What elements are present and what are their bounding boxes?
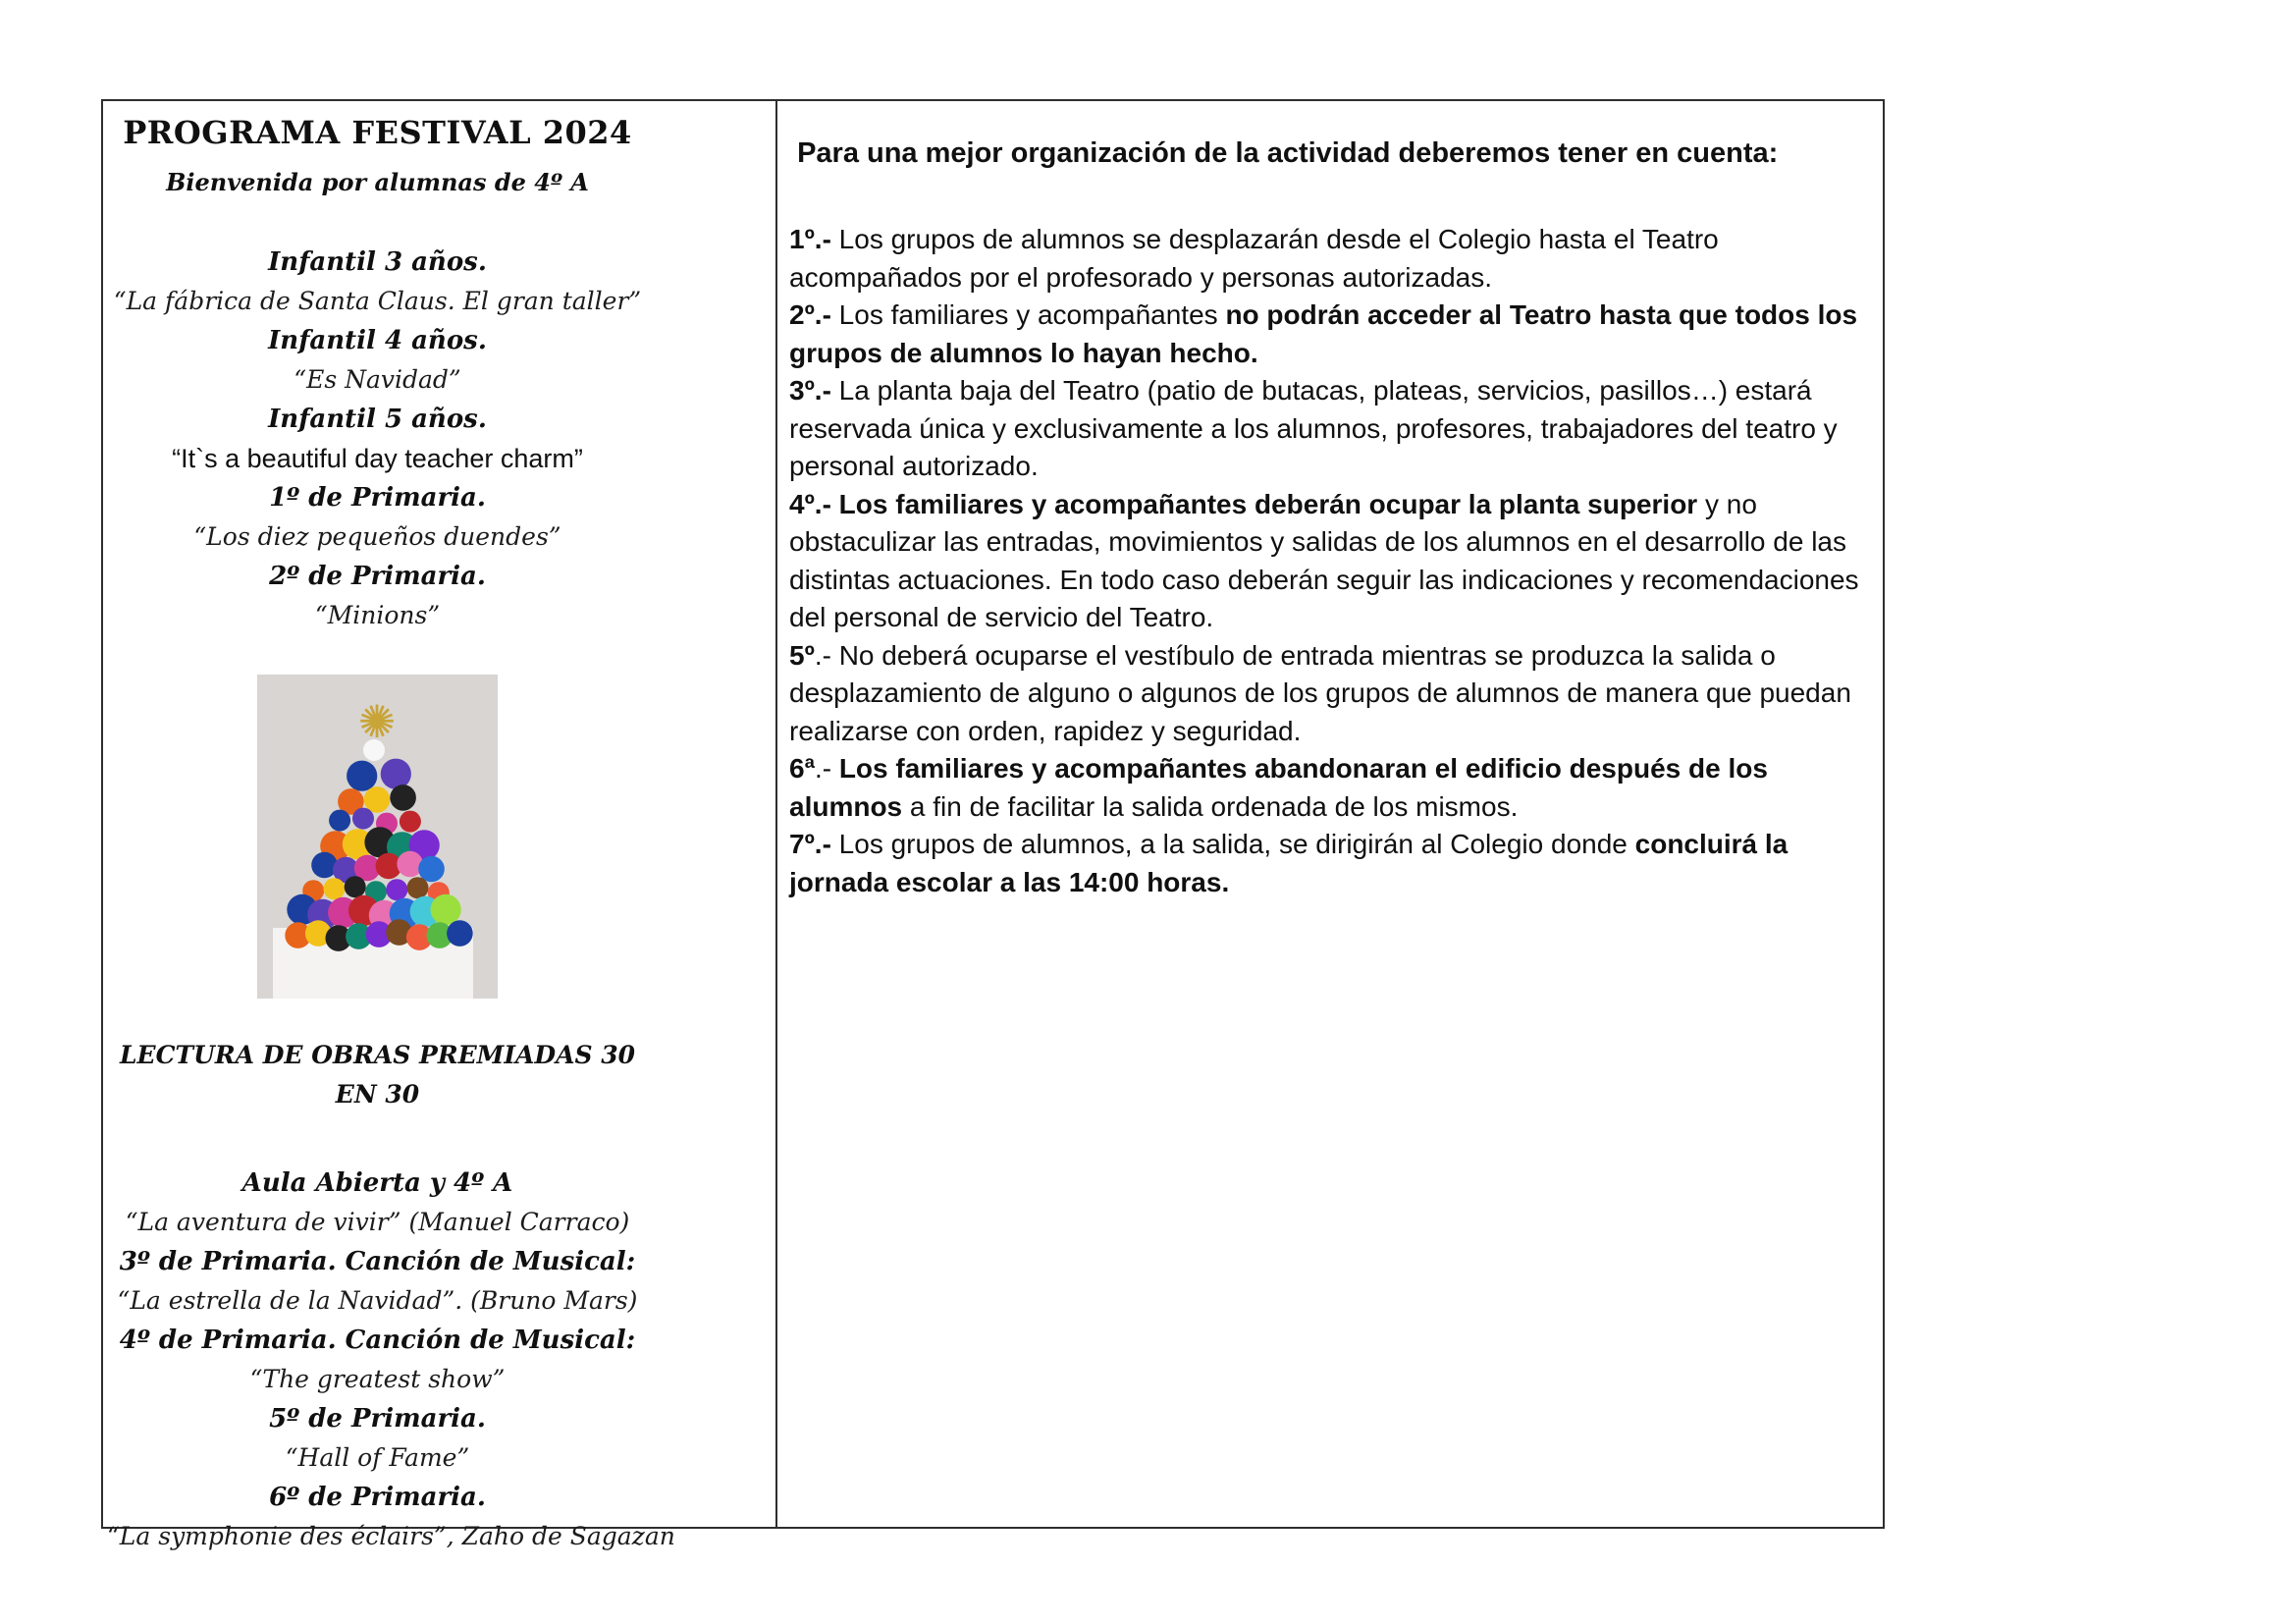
festival-program-column <box>103 101 775 1550</box>
program-group-line: 3º de Primaria. Canción de Musical: <box>119 1247 636 1276</box>
program-group-line: Infantil 3 años. <box>268 247 487 277</box>
section-title-lectura: LECTURA DE OBRAS PREMIADAS 30 EN 30 <box>119 1041 636 1109</box>
note-item: 2º.- Los familiares y acompañantes no podrán acceder al Teatro hasta que todos los grupos de alumnos lo hayan hecho. <box>789 299 1858 368</box>
program-group-line: Infantil 5 años. <box>268 405 487 434</box>
welcome-line: Bienvenida por alumnas de 4º A <box>166 168 589 196</box>
program-list-1 <box>107 243 648 635</box>
program-song-line: “The greatest show” <box>249 1365 506 1393</box>
program-group-line: Aula Abierta y 4º A <box>241 1168 513 1198</box>
program-song-line: “La symphonie des éclairs”, Zaho de Sagazan <box>107 1522 675 1550</box>
program-song-line: “Los diez pequeños duendes” <box>193 522 561 551</box>
program-group-line: 2º de Primaria. <box>269 562 486 591</box>
page-title: PROGRAMA FESTIVAL 2024 <box>123 114 632 151</box>
pompom-tree-photo <box>257 675 498 999</box>
note-item: 5º.- No deberá ocuparse el vestíbulo de entrada mientras se produzca la salida o desplazamiento de alguno o algunos de los grupos de alumnos de manera que puedan realizarse con orden, rapidez y seguridad. <box>789 639 1851 746</box>
program-song-line: “La aventura de vivir” (Manuel Carraco) <box>125 1208 630 1236</box>
program-group-line: 1º de Primaria. <box>269 483 486 513</box>
note-item: 7º.- Los grupos de alumnos, a la salida, se dirigirán al Colegio donde concluirá la jornada escolar a las 14:00 horas. <box>789 829 1789 897</box>
program-song-line: “It`s a beautiful day teacher charm” <box>172 444 583 473</box>
program-song-line: “Hall of Fame” <box>285 1443 470 1472</box>
program-group-line: 6º de Primaria. <box>269 1483 486 1512</box>
organization-notes-column <box>775 101 1883 1527</box>
notes-list <box>789 221 1861 901</box>
program-group-line: 5º de Primaria. <box>269 1404 486 1434</box>
star-topper-icon: ✺ <box>357 695 397 748</box>
program-song-line: “Minions” <box>314 601 441 629</box>
notes-header: Para una mejor organización de la actividad deberemos tener en cuenta: <box>789 137 1779 169</box>
note-item: 3º.- La planta baja del Teatro (patio de butacas, plateas, servicios, pasillos…) estará reservada única y exclusivamente a los alumnos, profesores, trabajadores del teatro y personal autorizado. <box>789 375 1838 481</box>
document-card <box>101 99 1885 1550</box>
photo-frame <box>107 675 648 999</box>
program-song-line: “La estrella de la Navidad”. (Bruno Mars) <box>117 1286 638 1315</box>
note-item: 4º.- Los familiares y acompañantes deberán ocupar la planta superior y no obstaculizar las entradas, movimientos y salidas de los alumnos en el desarrollo de las distintas actuaciones. En todo caso deberán seguir las indicaciones y recomendaciones del personal de servicio del Teatro. <box>789 488 1859 632</box>
program-song-line: “Es Navidad” <box>294 365 461 394</box>
program-song-line: “La fábrica de Santa Claus. El gran taller” <box>113 287 642 315</box>
note-item: 1º.- Los grupos de alumnos se desplazarán desde el Colegio hasta el Teatro acompañados por el profesorado y personas autorizadas. <box>789 224 1719 293</box>
program-group-line: Infantil 4 años. <box>268 326 487 355</box>
program-list-2 <box>107 1164 675 1556</box>
note-item: 6ª.- Los familiares y acompañantes abandonaran el edificio después de los alumnos a fin de facilitar la salida ordenada de los mismos. <box>789 753 1768 822</box>
program-group-line: 4º de Primaria. Canción de Musical: <box>119 1326 636 1355</box>
